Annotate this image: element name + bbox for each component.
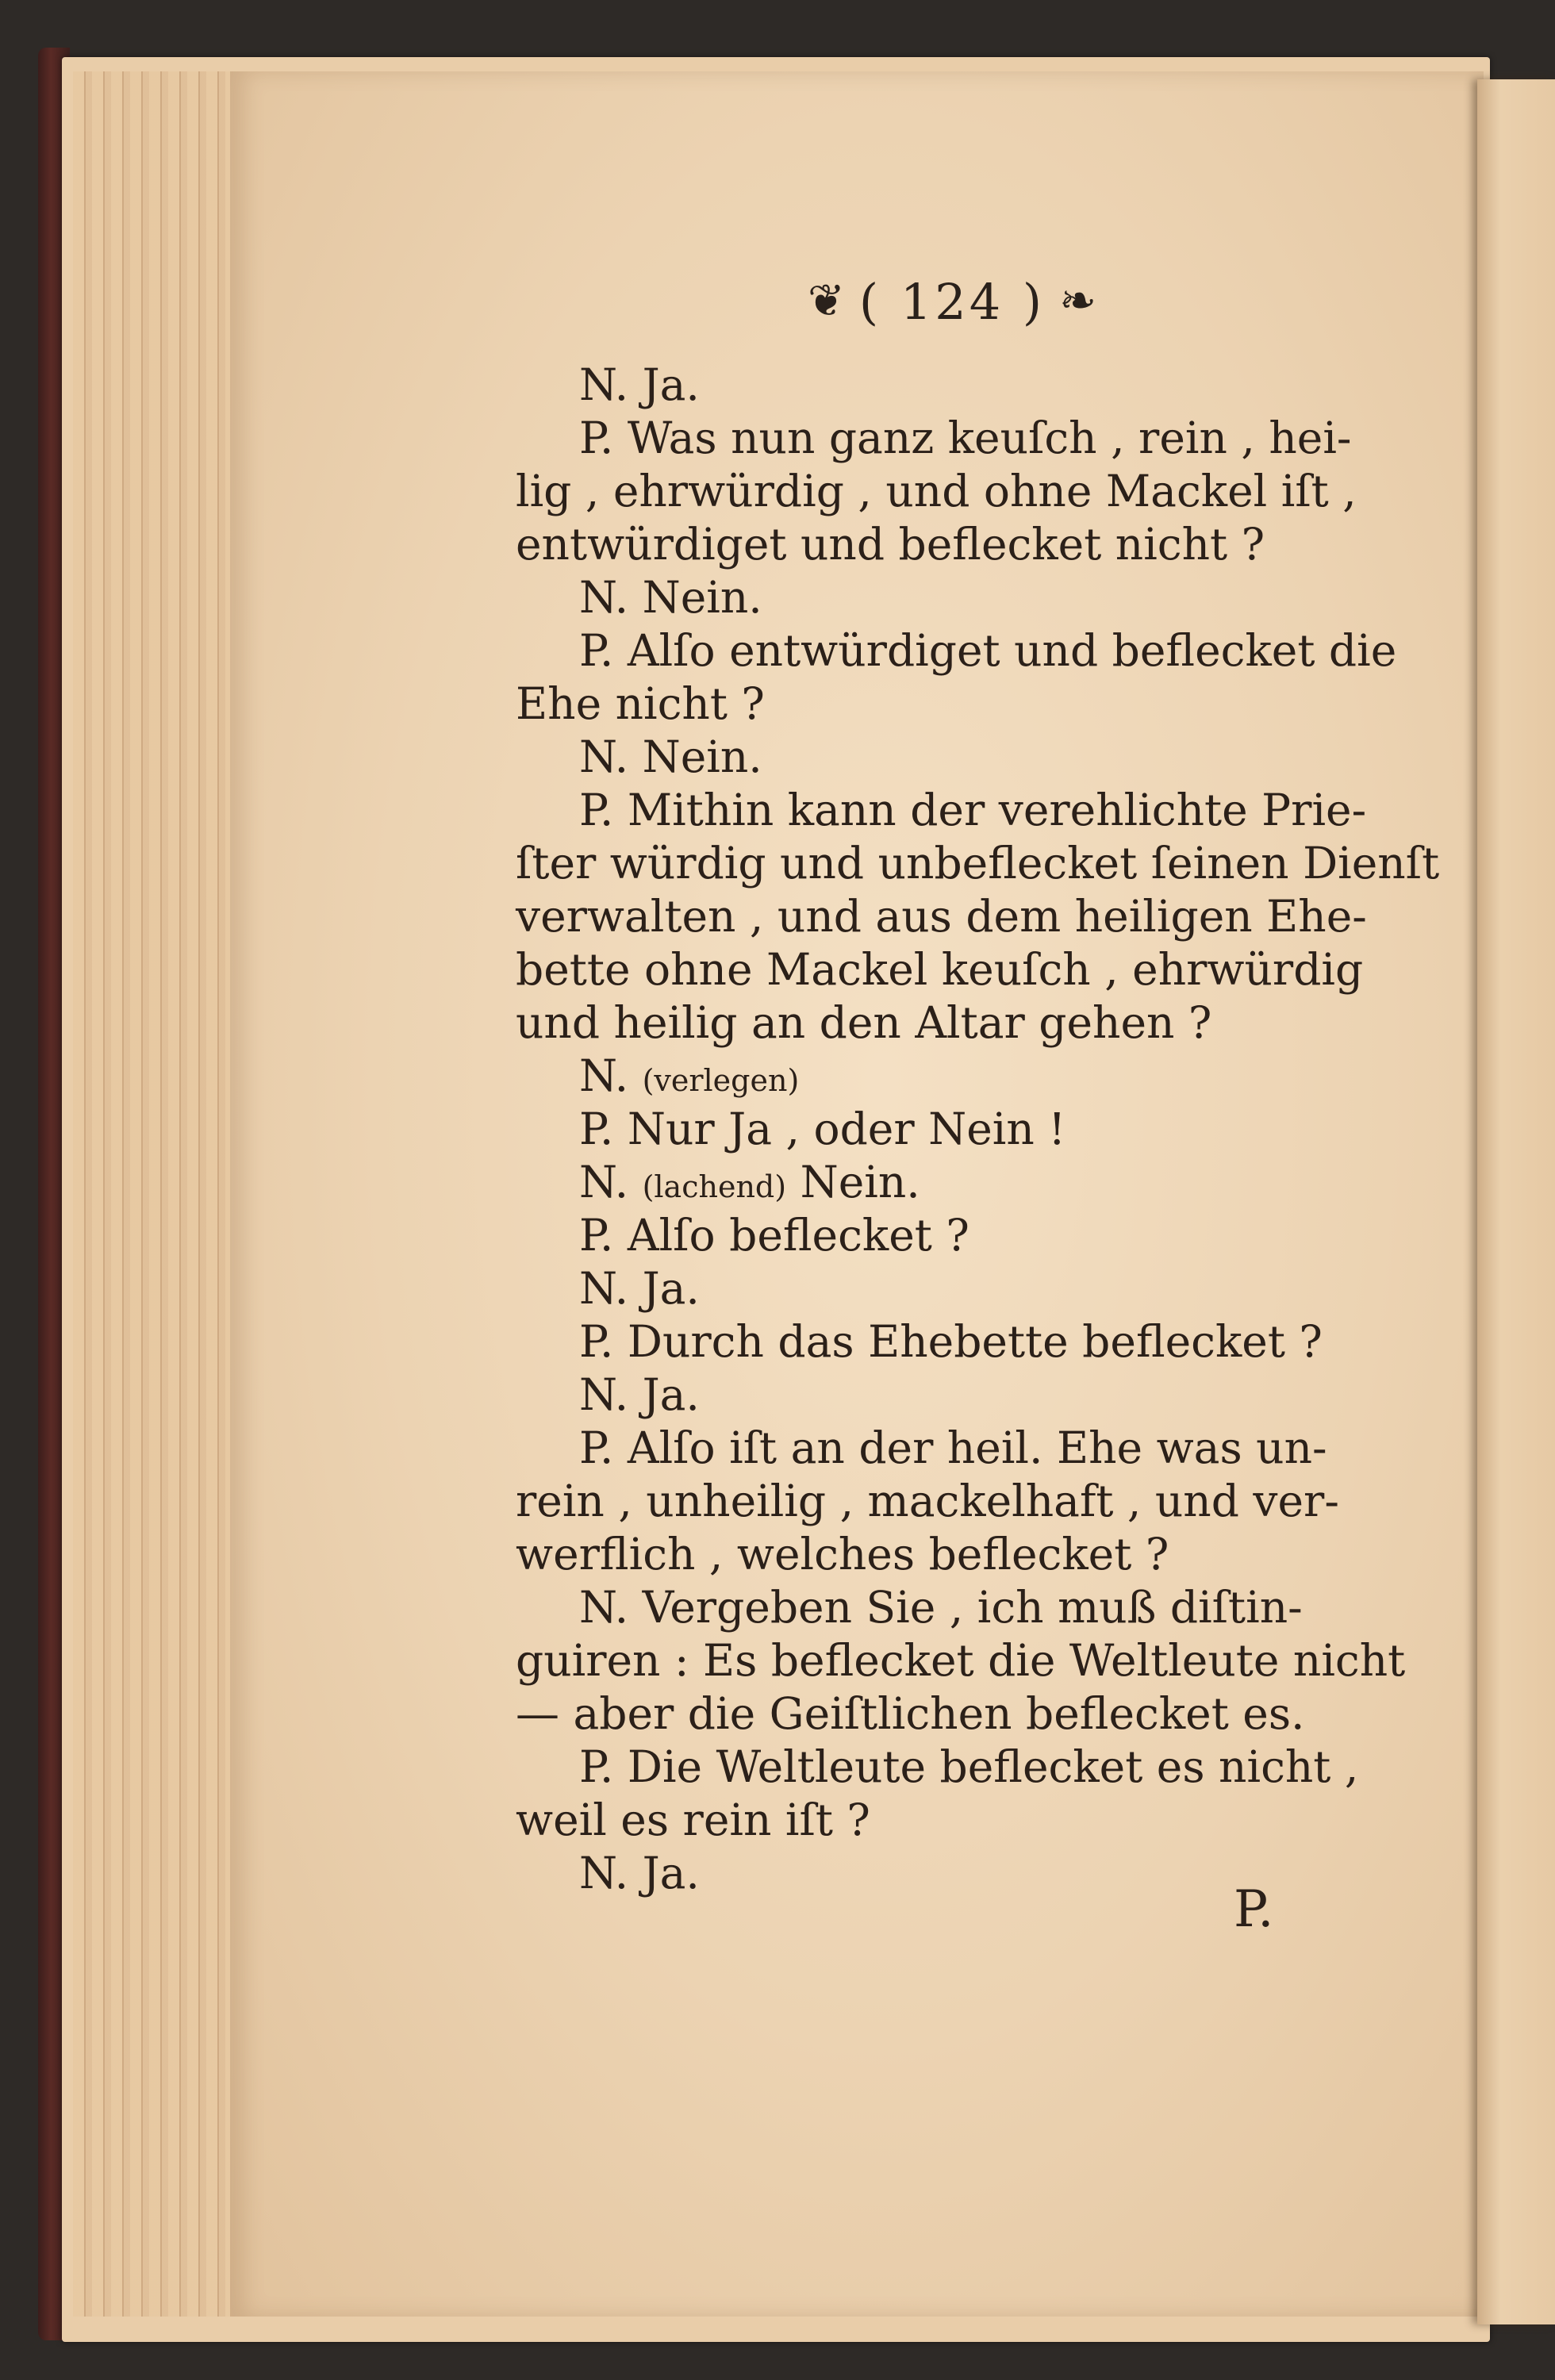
- flower-ornament-left-icon: ❦: [808, 275, 845, 327]
- text-line: bette ohne Mackel keuſch , ehrwürdig: [516, 944, 1364, 995]
- text-line: ſter würdig und unbeflecket ſeinen Dienſt: [516, 838, 1440, 889]
- text-line: weil es rein iſt ?: [516, 1795, 870, 1845]
- text-line: N. Nein.: [579, 731, 762, 782]
- text-line: N. (verlegen): [579, 1050, 800, 1101]
- text-line: N. (lachend) Nein.: [579, 1157, 920, 1207]
- text-line: rein , unheilig , mackelhaft , und ver-: [516, 1476, 1339, 1526]
- text-line: verwalten , und aus dem heiligen Ehe-: [516, 891, 1367, 942]
- text-line: N. Ja.: [579, 359, 700, 410]
- text-line: — aber die Geiſtlichen beflecket es.: [516, 1688, 1305, 1739]
- text-line: werflich , welches beflecket ?: [516, 1529, 1169, 1580]
- stage-direction: (verlegen): [642, 1063, 800, 1098]
- page-edges: [73, 71, 255, 2317]
- text-line: N. Ja.: [579, 1263, 700, 1314]
- text-line: P. Nur Ja , oder Nein !: [579, 1104, 1066, 1154]
- text-line: guiren : Es beflecket die Weltleute nicht: [516, 1635, 1406, 1686]
- text-line: P. Alſo entwürdiget und beflecket die: [579, 625, 1397, 676]
- flower-ornament-right-icon: ❧: [1059, 275, 1096, 327]
- facing-page-edge: [1477, 79, 1555, 2324]
- text-line: lig , ehrwürdig , und ohne Mackel iſt ,: [516, 466, 1357, 516]
- text-line: und heilig an den Altar gehen ?: [516, 997, 1212, 1048]
- dialogue-text: [516, 359, 1440, 1900]
- text-line: N. Ja.: [579, 1369, 700, 1420]
- page-number: ( 124 ): [858, 272, 1046, 331]
- stage-direction: (lachend): [642, 1169, 787, 1204]
- text-line: N. Ja.: [579, 1848, 700, 1898]
- text-line: P. Die Weltleute beflecket es nicht ,: [579, 1741, 1359, 1792]
- page-header: [762, 262, 1142, 341]
- text-line: entwürdiget und beflecket nicht ?: [516, 519, 1265, 570]
- text-line: P. Alſo iſt an der heil. Ehe was un-: [579, 1422, 1327, 1473]
- text-line: P. Durch das Ehebette beflecket ?: [579, 1316, 1323, 1367]
- text-line: P. Alſo beflecket ?: [579, 1210, 969, 1261]
- text-line: P. Mithin kann der verehlichte Prie-: [579, 785, 1367, 835]
- text-line: N. Nein.: [579, 572, 762, 623]
- text-line: N. Vergeben Sie , ich muß diſtin-: [579, 1582, 1303, 1633]
- catchword: P.: [1234, 1880, 1274, 1939]
- text-line: P. Was nun ganz keuſch , rein , hei-: [579, 413, 1352, 463]
- text-line: Ehe nicht ?: [516, 678, 765, 729]
